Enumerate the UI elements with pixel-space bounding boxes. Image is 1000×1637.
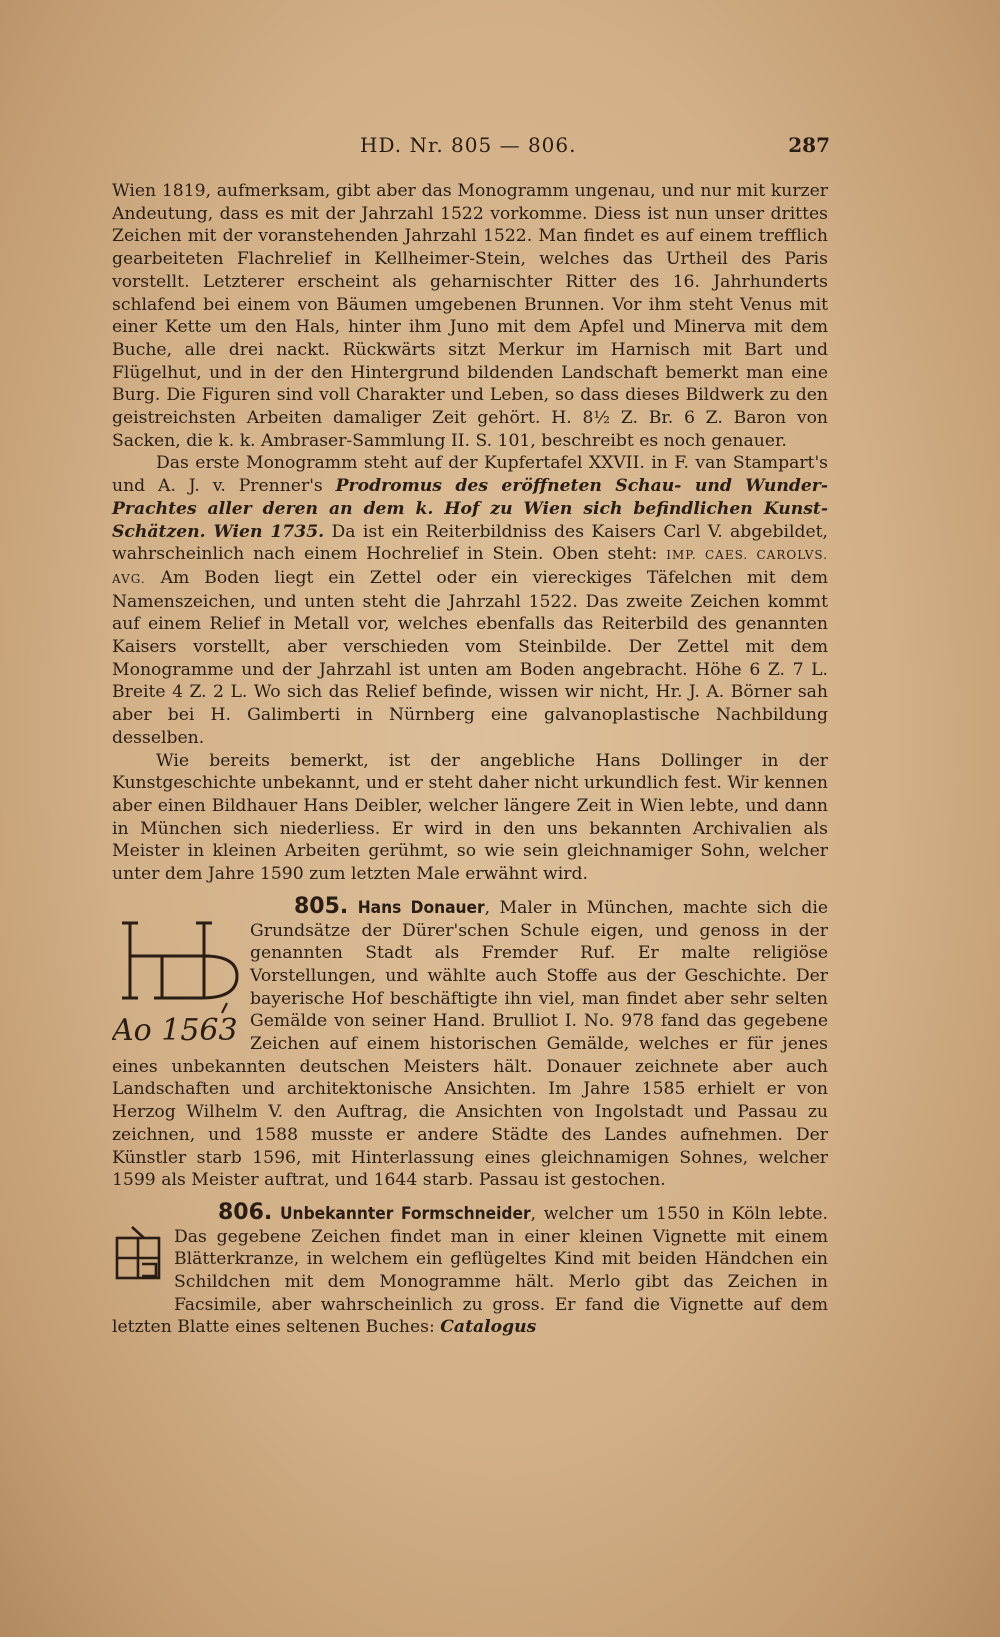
entry-806: [112, 1199, 828, 1339]
running-head: HD. Nr. 805 — 806.: [360, 133, 577, 157]
book-title: Prodromus des eröffneten Schau- und Wunder-Prachtes aller deren an dem k. Hof zu Wien sich befindlichen Kunst-Schätzen. Wien 1735.: [112, 476, 828, 542]
hd-monogram-icon: [112, 918, 252, 1048]
paragraph-2: [112, 452, 828, 749]
paragraph-2-part-a: Das erste Monogramm steht auf der Kupfertafel XXVII. in F. van Stampart's und A. J. v. Prenner's: [112, 453, 828, 497]
catalogus-word: Catalogus: [440, 1317, 537, 1338]
monogram-805-figure: [112, 918, 252, 1048]
paragraph-3: Wie bereits bemerkt, ist der angebliche Hans Dollinger in der Kunstgeschichte unbekannt, und er steht daher nicht urkundlich fest. Wir kennen aber einen Bildhauer Hans Deibler, welcher längere Zeit in Wien lebte, und dann in München sich niederliess. Er wird in den uns bekannten Archivalien als Meister in kleinen Arbeiten gerühmt, so wie sein gleichnamiger Sohn, welcher unter dem Jahre 1590 zum letzten Male erwähnt wird.: [112, 750, 828, 885]
monogram-806-figure: [112, 1224, 170, 1284]
hb-monogram-icon: [112, 1224, 170, 1284]
entry-number-805: 805.: [294, 893, 349, 919]
entry-805-text: , Maler in München, machte sich die Grundsätze der Dürer'schen Schule eigen, und genoss in der genannten Stadt als Fremder Ruf. Er malte religiöse Vorstellungen, und wählte auch Stoffe aus der Geschichte. Der bayerische Hof beschäftigte ihn viel, man findet aber sehr selten Gemälde von seiner Hand. Brulliot I. No. 978 fand das gegebene Zeichen auf einem historischen Gemälde, welches er für jenes eines unbekannten deutschen Meisters hält. Donauer zeichnete aber auch Landschaften und architektonische Ansichten. Im Jahre 1585 erhielt er von Herzog Wilhelm V. den Auftrag, die Ansichten von Ingolstadt und Passau zu zeichnen, und 1588 musste er andere Städte des Landes aufnehmen. Der Künstler starb 1596, mit Hinterlassung eines gleichnamigen Sohnes, welcher 1599 als Meister auftrat, und 1644 starb. Passau ist gestochen.: [112, 897, 828, 1191]
page-number: 287: [788, 133, 830, 157]
inscription: IMP. CAES. CAROLVS. AVG.: [112, 548, 829, 586]
paragraph-2-part-c: Am Boden liegt ein Zettel oder ein viereckiges Täfelchen mit dem Namenszeichen, und unten steht die Jahrzahl 1522. Das zweite Zeichen kommt auf einem Relief in Metall vor, welches ebenfalls das Reiterbild des genannten Kaisers vorstellt, aber verschieden vom Steinbilde. Der Zettel mit dem Monogramme und der Jahrzahl ist unten am Boden angebracht. Höhe 6 Z. 7 L. Breite 4 Z. 2 L. Wo sich das Relief befinde, wissen wir nicht, Hr. J. A. Börner sah aber bei H. Galimberti in Nürnberg eine galvanoplastische Nachbildung desselben.: [112, 567, 829, 748]
artist-name-806: Unbekannter Formschneider: [280, 1203, 531, 1224]
artist-name-805: Hans Donauer: [357, 897, 485, 918]
page-header: [360, 133, 830, 163]
monogram-date: Ao 1563: [112, 1012, 238, 1048]
entry-number-806: 806.: [218, 1199, 273, 1225]
body-text: [112, 180, 828, 1339]
paragraph-1: Wien 1819, aufmerksam, gibt aber das Monogramm ungenau, und nur mit kurzer Andeutung, dass es mit der Jahrzahl 1522 vorkomme. Diess ist nun unser drittes Zeichen mit der voranstehenden Jahrzahl 1522. Man findet es auf einem trefflich gearbeiteten Flachrelief in Kellheimer-Stein, welches das Urtheil des Paris vorstellt. Letzterer erscheint als geharnischter Ritter des 16. Jahrhunderts schlafend bei einem von Bäumen umgebenen Brunnen. Vor ihm steht Venus mit einer Kette um den Hals, hinter ihm Juno mit dem Apfel und Minerva mit dem Buche, alle drei nackt. Rückwärts sitzt Merkur im Harnisch mit Bart und Flügelhut, und in der den Hintergrund bildenden Landschaft bemerkt man eine Burg. Die Figuren sind voll Charakter und Leben, so dass dieses Bildwerk zu den geistreichsten Arbeiten damaliger Zeit gehört. H. 8½ Z. Br. 6 Z. Baron von Sacken, die k. k. Ambraser-Sammlung II. S. 101, beschreibt es noch genauer.: [112, 181, 828, 451]
paragraph-2-part-b: Da ist ein Reiterbildniss des Kaisers Carl V. abgebildet, wahrscheinlich nach einem Hochrelief in Stein. Oben steht:: [112, 521, 828, 565]
entry-806-text: , welcher um 1550 in Köln lebte. Das gegebene Zeichen findet man in einer kleinen Vignette mit einem Blätterkranze, in welchem ein geflügeltes Kind mit beiden Händchen ein Schildchen mit dem Monogramme hält. Merlo gibt das Zeichen in Facsimile, aber wahrscheinlich zu gross. Er fand die Vignette auf dem letzten Blatte eines seltenen Buches:: [112, 1203, 828, 1338]
